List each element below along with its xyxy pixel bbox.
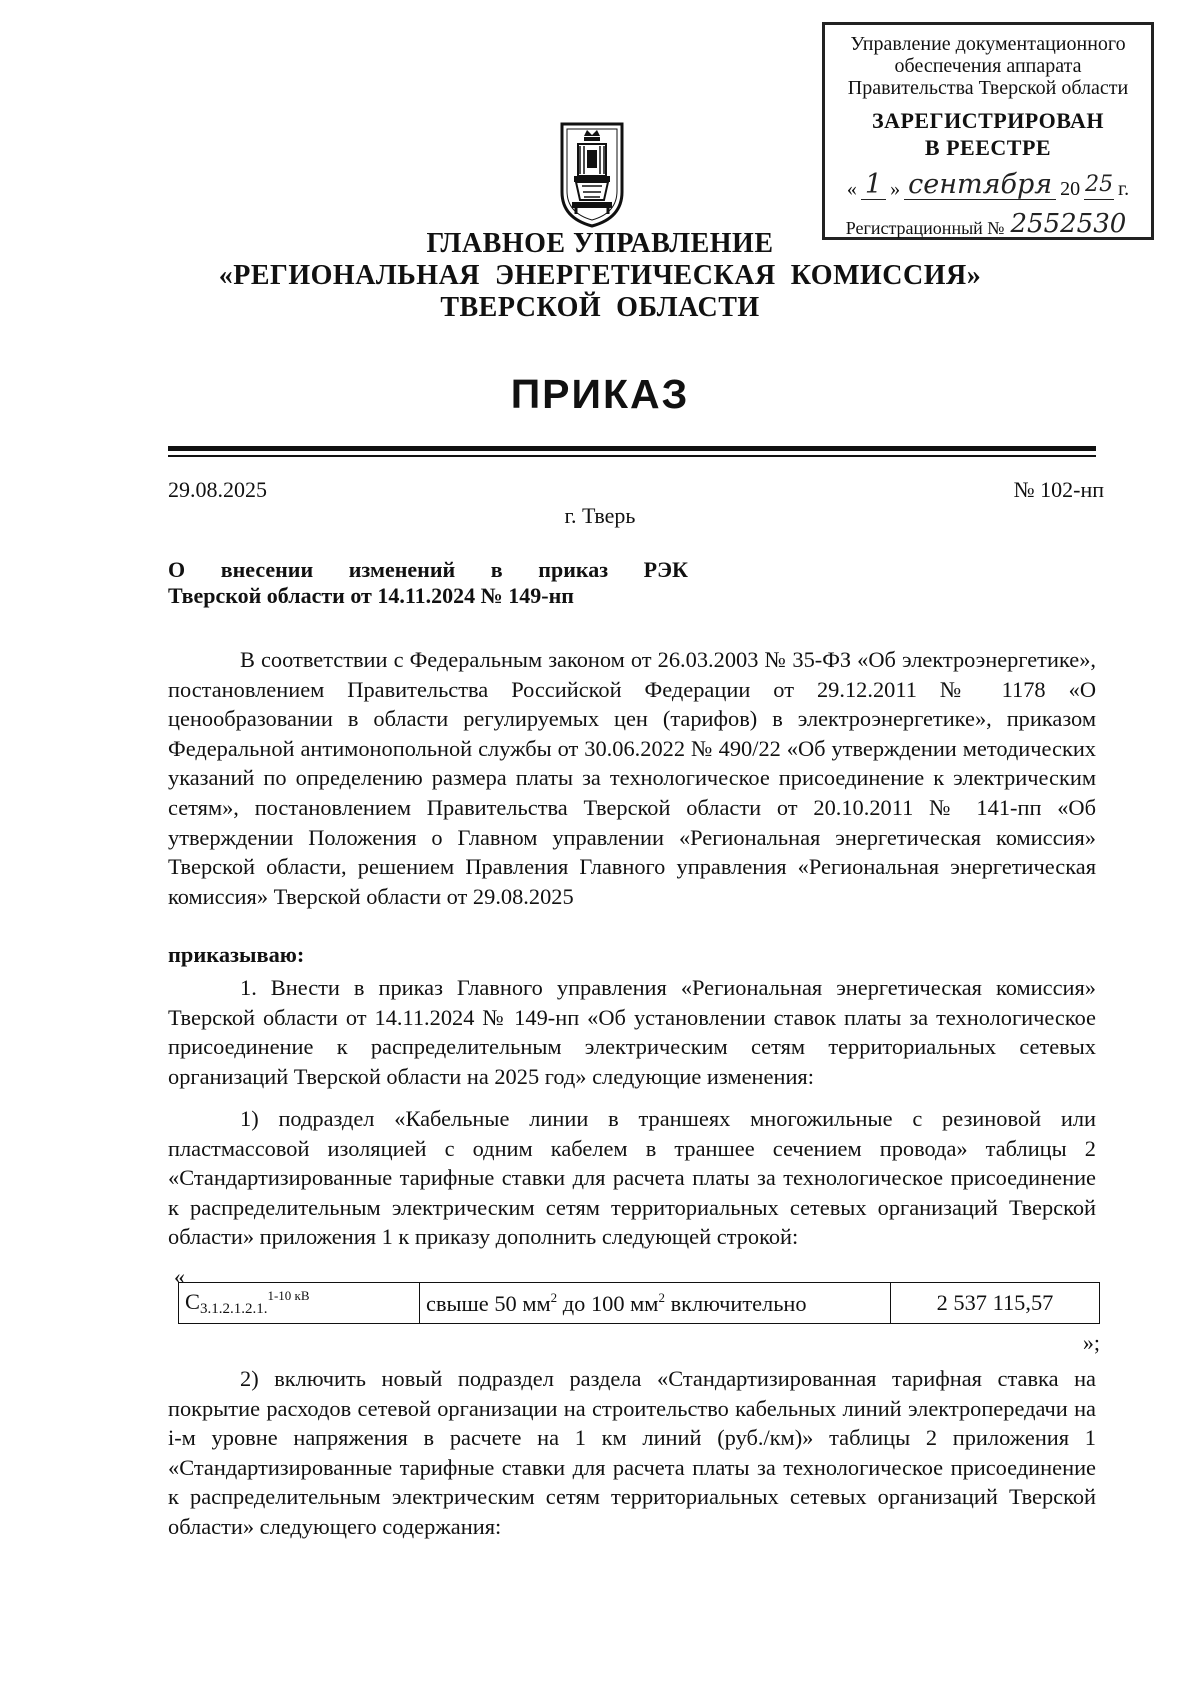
document-date: 29.08.2025 bbox=[168, 477, 267, 502]
quote-close: »; bbox=[1082, 1330, 1100, 1355]
stamp-reg-number: Регистрационный № 2552530 bbox=[825, 210, 1151, 239]
rate-description-cell: свыше 50 $мм^2$ до 100 $мм^2$ включительно bbox=[420, 1283, 891, 1324]
header-line-2: «РЕГИОНАЛЬНАЯ ЭНЕРГЕТИЧЕСКАЯ КОМИССИЯ» bbox=[218, 260, 982, 291]
preamble-paragraph: В соответствии с Федеральным законом от 26.03.2003 № 35-ФЗ «Об электроэнергетике», постановлением Правительства Российской Федерации от 29.12.2011 № 1178 «О ценообразовании в области регулируемых цен (тарифов) в электроэнергетике», приказом Федеральной антимонопольной службы от 30.06.2022 № 490/22 «Об утверждении методических указаний по определению размера платы за технологическое присоединение к электрическим сетям», постановлением Правительства Тверской области от 20.10.2011 № 141-пп «Об утверждении Положения о Главном управлении «Региональная энергетическая комиссия» Тверской области, решением Правления Главного управления «Региональная энергетическая комиссия» Тверской области от 29.08.2025 bbox=[168, 647, 1096, 909]
header-line-3: ТВЕРСКОЙ ОБЛАСТИ bbox=[440, 292, 760, 323]
stamp-year-suffix: 25 bbox=[1084, 171, 1114, 200]
stamp-reg-value: 2552530 bbox=[1006, 210, 1130, 239]
document-type: ПРИКАЗ bbox=[510, 371, 690, 417]
stamp-registered: ЗАРЕГИСТРИРОВАН В РЕЕСТРЕ bbox=[871, 108, 1105, 160]
quote-open: « bbox=[174, 1264, 185, 1289]
item-1-2-paragraph: 2) включить новый подраздел раздела «Стандартизированная тарифная ставка на покрытие расходов сетевой организации на строительство кабельных линий электропередачи на i-м уровне напряжения в расчете на 1 км линий (руб./км)» таблицы 2 приложения 1 «Стандартизированные тарифные ставки для расчета платы за технологическое присоединение к распределительным электрическим сетям территориальных сетевых организаций Тверской области» следующего содержания: bbox=[168, 1366, 1096, 1539]
stamp-date: « 1 » сентября 20 25 г. bbox=[846, 169, 1130, 200]
registration-stamp bbox=[822, 22, 1154, 240]
stamp-org: Управление документационного обеспечения аппарата Правительства Тверской области bbox=[847, 33, 1129, 99]
header-rule-thick bbox=[168, 446, 1096, 451]
header-line-1: ГЛАВНОЕ УПРАВЛЕНИЕ bbox=[426, 228, 774, 259]
document-city: г. Тверь bbox=[564, 503, 636, 528]
document-number: № 102-нп bbox=[1013, 477, 1104, 502]
rate-value-cell: 2 537 115,57 bbox=[891, 1283, 1100, 1324]
rate-code-cell: $C_{3.1.2.1.2.1.}^{1-10 кВ}$ bbox=[179, 1283, 420, 1324]
coat-of-arms-icon bbox=[560, 122, 624, 228]
item-1-paragraph: 1. Внести в приказ Главного управления «Региональная энергетическая комиссия» Тверской области от 14.11.2024 № 149-нп «Об установлении ставок платы за технологическое присоединение к распределительным электрическим сетям территориальных сетевых организаций Тверской области на 2025 год» следующие изменения: bbox=[168, 975, 1096, 1089]
document-subject: О внесении изменений в приказ РЭК Тверской области от 14.11.2024 № 149-нп bbox=[168, 557, 688, 608]
stamp-year-prefix: 20 bbox=[1060, 178, 1081, 200]
header-rule-thin bbox=[168, 455, 1096, 457]
item-1-1-paragraph: 1) подраздел «Кабельные линии в траншеях многожильные с резиновой или пластмассовой изоляцией с одним кабелем в траншее сечением провода» таблицы 2 «Стандартизированные тарифные ставки для расчета платы за технологическое присоединение к распределительным электрическим сетям территориальных сетевых организаций Тверской области» приложения 1 к приказу дополнить следующей строкой: bbox=[168, 1106, 1096, 1250]
stamp-day: 1 bbox=[861, 171, 886, 200]
inserted-row-table bbox=[178, 1282, 1100, 1324]
table-row bbox=[179, 1283, 1100, 1324]
order-word: приказываю: bbox=[168, 942, 305, 967]
stamp-month: сентября bbox=[904, 171, 1056, 200]
stamp-year-unit: г. bbox=[1118, 178, 1130, 200]
